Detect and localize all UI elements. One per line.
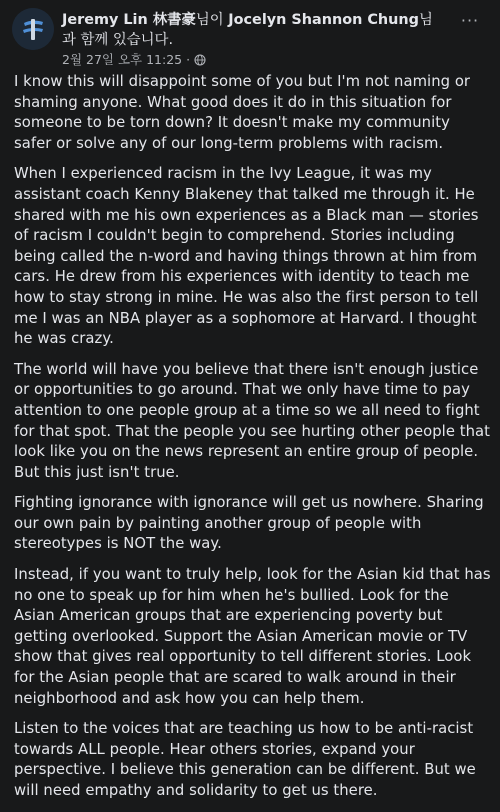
author-connector: 님이 (195, 12, 229, 28)
post-paragraph: The world will have you believe that there isn't enough justice or opportunities to go around. That we only have time to pay attention to one people group at a time so we all need to fight for that spot. That the people you see hurting other people that look like you on the news represent an entire group of people. But this just isn't true. (14, 360, 490, 481)
tag-connector: 님과 함께 있습니다. (62, 12, 433, 48)
post-paragraph: Listen to the voices that are teaching us how to be anti-racist towards ALL people. Hear others stories, expand your perspective. I believe this generation can be different. But we will need empathy and solidarity to get us there. (14, 720, 476, 799)
more-options-button[interactable] (456, 11, 484, 34)
post-paragraph: I know this will disappoint some of you but I'm not naming or shaming anyone. What good does it do in this situation for someone to be torn down? It doesn't make my community safer or solve any of our long-term problems with racism. (14, 73, 471, 152)
post-body (14, 72, 492, 812)
brand-logo-icon (12, 8, 54, 50)
author-name-link[interactable]: Jeremy Lin 林書豪 (62, 12, 196, 28)
post-paragraph: Fighting ignorance with ignorance will get us nowhere. Sharing our own pain by painting another group of people with stereotypes is NOT the way. (14, 494, 484, 553)
post-paragraph: Instead, if you want to truly help, look for the Asian kid that has no one to speak up for him when he's bullied. Look for the Asian American groups that are experiencing poverty but getting overlooked. Support the Asian American movie or TV show that gives real opportunity to tell different stories. Look for the Asian people that are scared to walk around in their neighborhood and ask how you can help them. (14, 566, 491, 707)
post-meta (62, 52, 206, 68)
tagged-person-link[interactable]: Jocelyn Shannon Chung (228, 12, 419, 28)
ellipsis-icon: ··· (460, 11, 480, 30)
author-line (62, 10, 442, 50)
post-header (12, 8, 488, 66)
profile-avatar[interactable] (12, 8, 54, 50)
globe-icon[interactable] (194, 54, 206, 66)
meta-separator: · (186, 52, 191, 67)
post-timestamp-link[interactable]: 2월 27일 오후 11:25 (62, 52, 183, 67)
post-paragraph: When I experienced racism in the Ivy League, it was my assistant coach Kenny Blakeney that talked me through it. He shared with me his own experiences as a Black man — stories of racism I couldn't begin to comprehend. Stories including being called the n-word and having things thrown at him from cars. He drew from his experiences with identity to teach me how to stay strong in mine. He was also the first person to tell me I was an NBA player as a sophomore at Harvard. I thought he was crazy. (14, 165, 479, 348)
